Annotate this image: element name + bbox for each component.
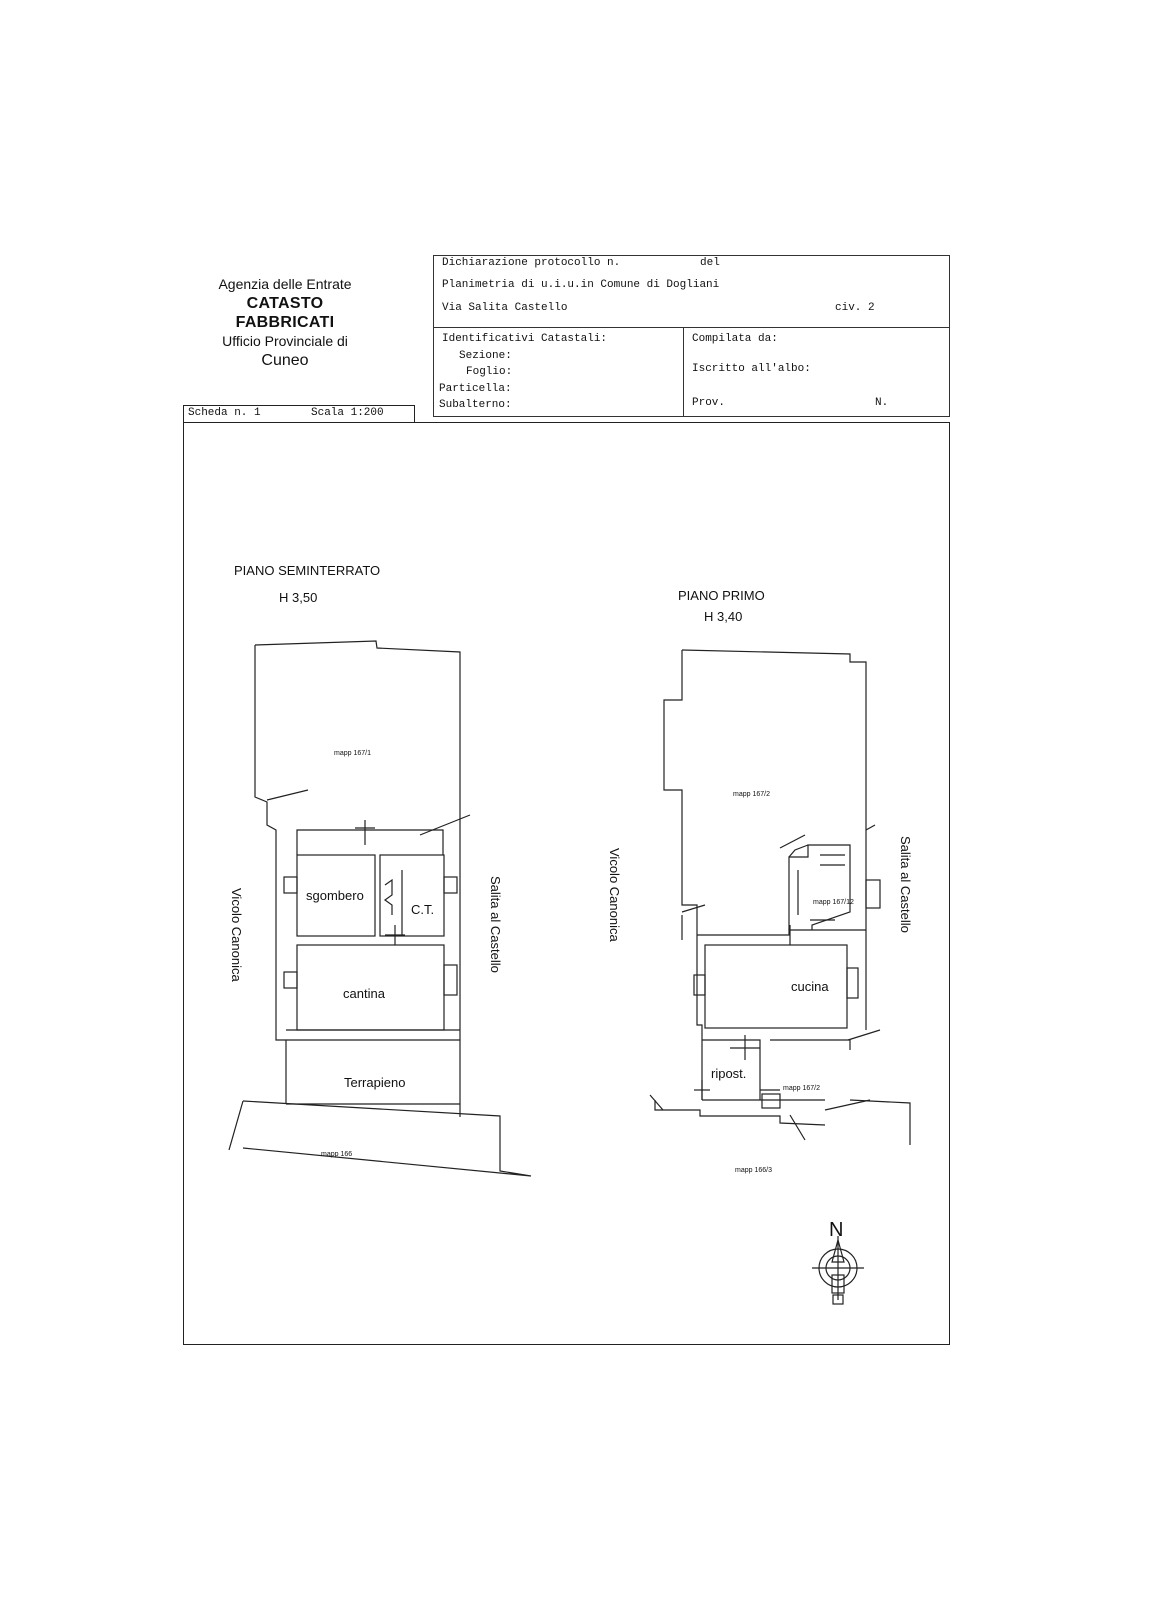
plan-left-mapp-top: mapp 167/1 — [334, 750, 371, 757]
scheda-label: Scheda n. 1 — [188, 407, 261, 419]
plan-right-street-left: Vicolo Canonica — [607, 848, 622, 942]
protocol-label: Dichiarazione protocollo n. — [442, 257, 621, 269]
planimetria-text: Planimetria di u.i.u.in Comune di Dogliani — [442, 279, 720, 291]
plan-right-walls — [650, 650, 910, 1145]
north-label: N — [829, 1219, 844, 1241]
plan-left-mapp-bottom: mapp 166 — [321, 1151, 353, 1158]
plan-right-title: PIANO PRIMO — [678, 588, 765, 603]
plan-right-mapp-top: mapp 167/2 — [733, 791, 770, 798]
plan-left-title: PIANO SEMINTERRATO — [234, 563, 381, 578]
plan-right-street-right: Salita al Castello — [898, 836, 913, 933]
address-text: Via Salita Castello — [442, 302, 568, 314]
registry-name: CATASTO FABBRICATI — [235, 295, 335, 331]
room-sgombero: sgombero — [306, 888, 364, 903]
civic-text: civ. 2 — [835, 302, 875, 314]
north-arrow — [812, 1236, 864, 1304]
identificativi-label: Identificativi Catastali: — [442, 333, 608, 345]
room-cantina: cantina — [343, 986, 385, 1001]
subalterno-label: Subalterno: — [439, 399, 512, 411]
plan-left-walls — [229, 641, 531, 1176]
agency-name: Agenzia delle Entrate — [218, 276, 352, 292]
office-label: Ufficio Provinciale di — [222, 333, 348, 349]
room-ripost: ripost. — [711, 1066, 747, 1081]
foglio-label: Foglio: — [466, 366, 513, 378]
plan-right-mapp-stairs: mapp 167/12 — [813, 899, 854, 906]
plan-left-street-left: Vicolo Canonica — [229, 888, 244, 982]
room-cucina: cucina — [791, 979, 829, 994]
num-label: N. — [875, 397, 889, 409]
plan-left-street-right: Salita al Castello — [488, 876, 503, 973]
plan-left-height: H 3,50 — [279, 590, 318, 605]
iscritto-label: Iscritto all'albo: — [692, 363, 811, 375]
protocol-del: del — [700, 257, 720, 269]
office-city: Cuneo — [261, 352, 309, 369]
plan-right-mapp-side: mapp 167/2 — [783, 1085, 820, 1092]
compilata-label: Compilata da: — [692, 333, 778, 345]
scala-label: Scala 1:200 — [311, 407, 384, 419]
plan-right-height: H 3,40 — [704, 609, 743, 624]
room-terrapieno: Terrapieno — [344, 1075, 406, 1090]
plan-right-mapp-bottom: mapp 166/3 — [735, 1167, 772, 1174]
prov-label: Prov. — [692, 397, 726, 409]
room-ct: C.T. — [411, 902, 435, 917]
sezione-label: Sezione: — [459, 350, 512, 362]
particella-label: Particella: — [439, 383, 512, 395]
